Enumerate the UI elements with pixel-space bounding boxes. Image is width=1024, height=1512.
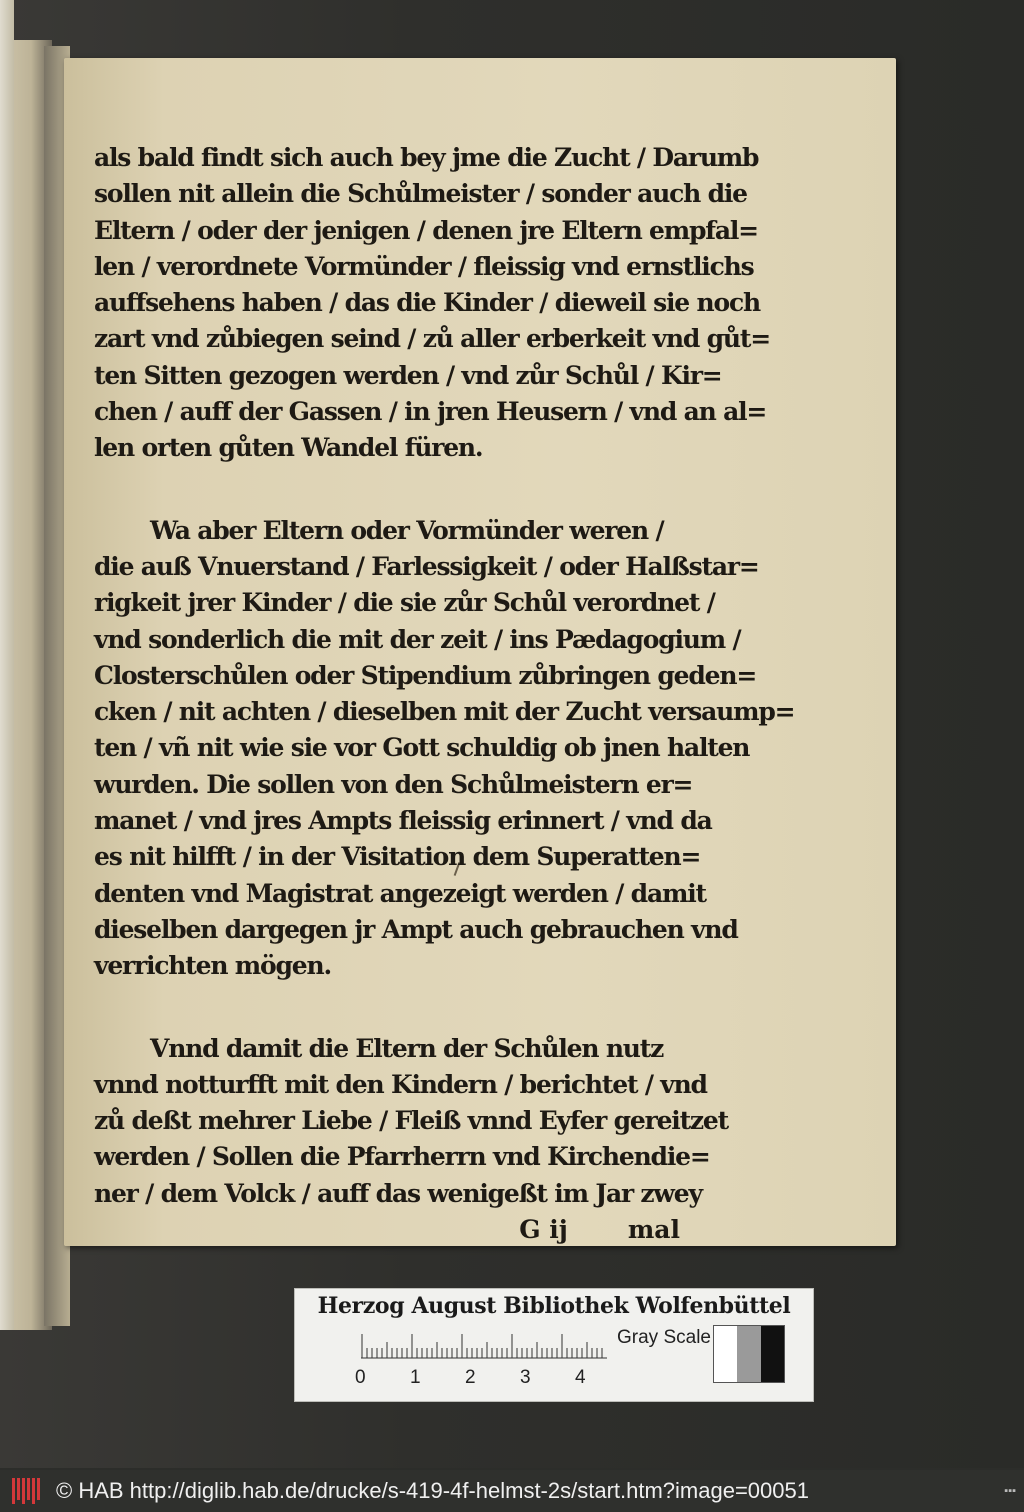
logo-bar <box>32 1478 35 1504</box>
text-line: zart vnd zůbiegen seind / zů aller erberkeit vnd gůt= <box>94 324 770 354</box>
logo-bar <box>12 1478 15 1504</box>
text-line: es nit hilfft / in der Visitation dem Superatten= <box>94 842 701 872</box>
ruler-number: 2 <box>465 1367 476 1388</box>
logo-bar <box>17 1478 20 1500</box>
logo-bar <box>22 1478 25 1504</box>
text-line: len orten gůten Wandel füren. <box>94 433 483 463</box>
text-line: ten Sitten gezogen werden / vnd zůr Schůl / Kir= <box>94 360 722 390</box>
text-line: cken / nit achten / dieselben mit der Zucht versaump= <box>94 697 795 727</box>
text-line: verrichten mögen. <box>94 951 331 981</box>
copyright-link[interactable]: © HAB http://diglib.hab.de/drucke/s-419-4f-helmst-2s/start.htm?image=00051 <box>56 1478 809 1503</box>
text-line: denten vnd Magistrat angezeigt werden / damit <box>94 878 706 908</box>
ruler-number: 3 <box>520 1367 531 1388</box>
hab-logo-icon <box>12 1478 46 1504</box>
paragraph <box>94 513 795 985</box>
text-line: als bald findt sich auch bey jme die Zucht / Darumb <box>94 143 759 172</box>
text-line: Wa aber Eltern oder Vormünder weren / <box>150 515 664 545</box>
text-line: auffsehens haben / das die Kinder / dieweil sie noch <box>94 288 760 318</box>
text-line: manet / vnd jres Ampts fleissig erinnert / vnd da <box>94 806 712 836</box>
ruler <box>361 1333 607 1359</box>
text-line: Vnnd damit die Eltern der Schůlen nutz <box>150 1033 664 1063</box>
ruler-numbers <box>353 1367 613 1391</box>
facing-page-margin <box>0 0 14 1330</box>
text-line: die auß Vnuerstand / Farlessigkeit / oder Halßstar= <box>94 551 759 581</box>
text-line: ner / dem Volck / auff das wenigeßt im Jar zwey <box>94 1178 702 1208</box>
page-text <box>94 140 795 1248</box>
text-line: vnd sonderlich die mit der zeit / ins Pædagogium / <box>94 624 741 654</box>
library-title: Herzog August Bibliothek Wolfenbüttel <box>317 1293 791 1319</box>
text-line: Closterschůlen oder Stipendium zůbringen geden= <box>94 660 757 690</box>
dots-icon: ▪▪▪ <box>1004 1485 1016 1497</box>
ruler-number: 0 <box>355 1367 366 1388</box>
text-line: chen / auff der Gassen / in jren Heusern / vnd an al= <box>94 397 767 427</box>
color-scale-card <box>294 1288 814 1402</box>
signature-mark: G ij <box>519 1215 568 1245</box>
text-line: len / verordnete Vormünder / fleissig vnd ernstlichs <box>94 251 754 281</box>
ruler-number: 1 <box>410 1367 421 1388</box>
text-line: ten / vñ nit wie sie vor Gott schuldig ob jnen halten <box>94 733 750 763</box>
text-line: werden / Sollen die Pfarrherrn vnd Kirchendie= <box>94 1142 710 1172</box>
gray-swatch <box>714 1326 737 1382</box>
text-line: sollen nit allein die Schůlmeister / sonder auch die <box>94 179 747 209</box>
catchline <box>94 1212 694 1248</box>
text-line: rigkeit jrer Kinder / die sie zůr Schůl verordnet / <box>94 588 715 618</box>
gray-scale-swatches <box>713 1325 785 1383</box>
ruler-number: 4 <box>575 1367 586 1388</box>
paragraph <box>94 1031 728 1212</box>
logo-bar <box>37 1478 40 1500</box>
paragraph <box>94 140 770 467</box>
gray-swatch <box>761 1326 784 1382</box>
text-line: Eltern / oder der jenigen / denen jre Eltern empfal= <box>94 215 758 245</box>
logo-bar <box>27 1478 30 1500</box>
text-line: zů deßt mehrer Liebe / Fleiß vnnd Eyfer gereitzet <box>94 1106 728 1136</box>
text-line: dieselben dargegen jr Ampt auch gebrauchen vnd <box>94 914 738 944</box>
footer-bar <box>0 1470 1024 1512</box>
text-line: wurden. Die sollen von den Schůlmeistern er= <box>94 769 693 799</box>
gray-scale-label: Gray Scale <box>617 1327 711 1348</box>
text-line: vnnd notturfft mit den Kindern / berichtet / vnd <box>94 1069 707 1099</box>
catchword: mal <box>627 1215 680 1245</box>
gray-swatch <box>737 1326 760 1382</box>
